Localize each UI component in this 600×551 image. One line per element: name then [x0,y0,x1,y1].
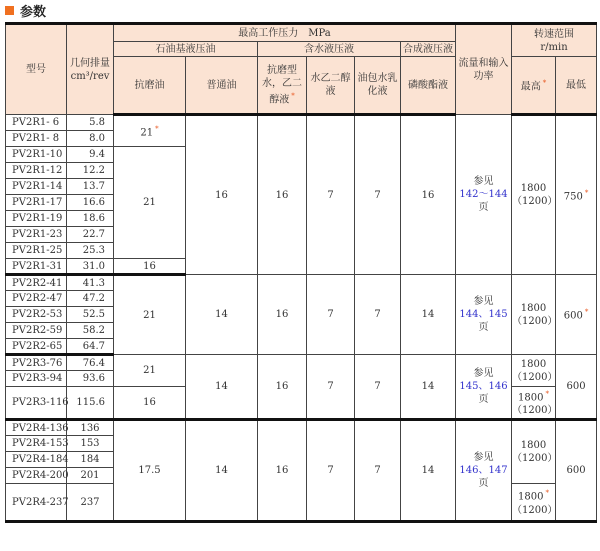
footnote-mark: * [545,489,549,498]
table-row: PV2R1-23 22.7 [6,227,597,243]
header-displacement: 几何排量 cm³/rev [67,24,114,115]
page-reference: 参见 144、145页 [456,275,512,355]
header-antiwear: 抗磨油 [114,57,186,115]
page-link[interactable]: 144、145 [459,309,508,320]
header-model: 型号 [6,24,67,115]
table-row: PV2R1-10 9.4 21 [6,147,597,163]
page-link[interactable]: 142～144 [459,189,508,200]
footnote-mark: * [291,91,295,100]
footnote-mark: * [584,188,589,197]
table-row: PV2R2-47 47.2 [6,291,597,307]
table-row: PV2R2-65 64.7 [6,339,597,355]
table-row: PV2R2-41 41.3 21 14 16 7 7 14 参见 144、145页 1800 （1200） 600 * [6,275,597,291]
table-row: PV2R1- 6 5.8 21 * 16 16 7 7 16 参见 142～144页 1800 （1200） 750 * [6,115,597,131]
table-row: PV2R1-12 12.2 [6,163,597,179]
table-row: PV2R2-53 52.5 [6,307,597,323]
page-link[interactable]: 146、147 [459,465,508,476]
table-row: PV2R1-25 25.3 [6,243,597,259]
table-row: PV2R3-116 115.6 16 1800 * （1200） [6,387,597,420]
footnote-mark: * [155,124,159,133]
section-marker-icon [5,6,14,15]
table-row: PV2R1-17 16.6 [6,195,597,211]
footnote-mark: * [542,78,547,87]
table-row: PV2R4-136 136 17.5 14 16 7 7 14 参见 146、147页 1800 （1200） 600 [6,420,597,436]
header-max-pressure: 最高工作压力 MPa [114,24,456,42]
header-synthetic: 合成液压液 [401,42,456,57]
table-row: PV2R3-94 93.6 [6,371,597,387]
footnote-mark: * [584,308,589,317]
page-link[interactable]: 145、146 [459,381,508,392]
table-row: PV2R3-76 76.4 21 14 16 7 7 14 参见 145、146页 1800 （1200） 600 [6,355,597,371]
header-antiwear-water-glycol: 抗磨型水，乙二醇液 * [258,57,307,115]
page-reference: 参见 145、146页 [456,355,512,420]
table-row: PV2R1-14 13.7 [6,179,597,195]
table-row: PV2R4-153 153 [6,436,597,452]
header-flow-power: 流量和输入功率 [456,24,512,115]
footnote-mark: * [545,389,549,398]
header-water-in-oil: 油包水乳化液 [355,57,401,115]
parameter-table [5,22,597,523]
section-title-text: 参数 [20,4,47,20]
page-reference: 参见 142～144页 [456,115,512,275]
page-reference: 参见 146、147页 [456,420,512,522]
header-phosphate: 磷酸酯液 [401,57,456,115]
header-min-speed: 最低 [556,57,597,115]
header-speed-range: 转速范围 r/min [512,24,597,57]
header-ordinary: 普通油 [186,57,258,115]
table-row: PV2R1-31 31.0 16 [6,259,597,275]
table-row: PV2R1- 8 8.0 [6,131,597,147]
table-row: PV2R4-237 237 1800 * （1200） [6,484,597,522]
header-max-speed: 最高 * [512,57,556,115]
header-water: 含水液压液 [258,42,401,57]
header-petroleum: 石油基液压油 [114,42,258,57]
table-row: PV2R4-200 201 [6,468,597,484]
header-water-glycol: 水乙二醇液 [307,57,355,115]
table-row: PV2R2-59 58.2 [6,323,597,339]
table-row: PV2R4-184 184 [6,452,597,468]
table-row: PV2R1-19 18.6 [6,211,597,227]
section-title [5,2,46,18]
